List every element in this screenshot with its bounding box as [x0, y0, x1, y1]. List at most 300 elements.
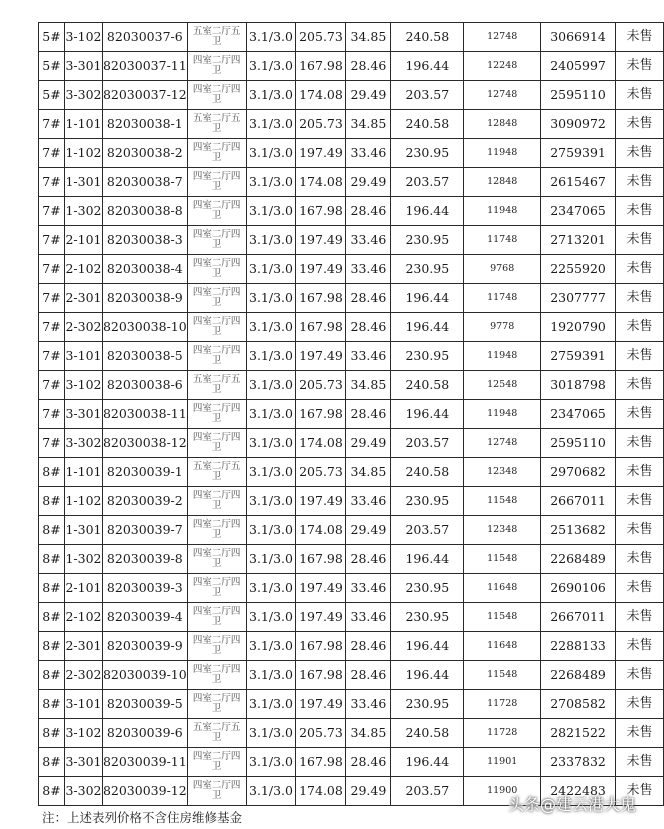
height-cell: 3.1/3.0 [246, 110, 296, 139]
status-cell: 未售 [616, 690, 664, 719]
total-area-cell: 203.57 [391, 81, 464, 110]
unit-cell: 1-302 [64, 197, 102, 226]
status-cell: 未售 [616, 777, 664, 806]
status-cell: 未售 [616, 429, 664, 458]
total-area-cell: 240.58 [391, 110, 464, 139]
unit-price-cell: 11901 [464, 748, 541, 777]
unit-price-cell: 11728 [464, 690, 541, 719]
unit-price-cell: 12848 [464, 110, 541, 139]
unit-cell: 2-102 [64, 603, 102, 632]
total-area-cell: 230.95 [391, 690, 464, 719]
unit-price-cell: 11948 [464, 400, 541, 429]
height-cell: 3.1/3.0 [246, 371, 296, 400]
status-cell: 未售 [616, 81, 664, 110]
building-cell: 8# [39, 574, 65, 603]
layout-cell: 四室二厅四卫 [187, 52, 246, 81]
height-cell: 3.1/3.0 [246, 342, 296, 371]
layout-cell: 四室二厅四卫 [187, 255, 246, 284]
status-cell: 未售 [616, 371, 664, 400]
area-cell: 205.73 [296, 371, 346, 400]
status-cell: 未售 [616, 487, 664, 516]
unit-price-cell: 12848 [464, 168, 541, 197]
area-cell: 197.49 [296, 690, 346, 719]
status-cell: 未售 [616, 574, 664, 603]
unit-price-cell: 12348 [464, 516, 541, 545]
layout-cell: 五室二厅五卫 [187, 110, 246, 139]
total-price-cell: 2337832 [541, 748, 616, 777]
building-cell: 7# [39, 429, 65, 458]
unit-cell: 3-302 [64, 429, 102, 458]
status-cell: 未售 [616, 458, 664, 487]
total-price-cell: 2288133 [541, 632, 616, 661]
shared-area-cell: 33.46 [346, 574, 391, 603]
contract-cell: 82030039-7 [102, 516, 187, 545]
unit-price-cell: 11648 [464, 574, 541, 603]
shared-area-cell: 34.85 [346, 458, 391, 487]
total-area-cell: 230.95 [391, 226, 464, 255]
building-cell: 8# [39, 516, 65, 545]
building-cell: 7# [39, 284, 65, 313]
area-cell: 205.73 [296, 23, 346, 52]
total-area-cell: 230.95 [391, 603, 464, 632]
area-cell: 197.49 [296, 139, 346, 168]
unit-cell: 2-101 [64, 226, 102, 255]
total-price-cell: 2422483 [541, 777, 616, 806]
height-cell: 3.1/3.0 [246, 487, 296, 516]
layout-cell: 四室二厅四卫 [187, 313, 246, 342]
status-cell: 未售 [616, 342, 664, 371]
status-cell: 未售 [616, 139, 664, 168]
height-cell: 3.1/3.0 [246, 748, 296, 777]
total-area-cell: 203.57 [391, 516, 464, 545]
watermark [508, 792, 636, 815]
total-area-cell: 230.95 [391, 255, 464, 284]
building-cell: 8# [39, 748, 65, 777]
table-row [39, 603, 664, 632]
table-row [39, 574, 664, 603]
table-body [39, 23, 664, 806]
unit-cell: 2-301 [64, 632, 102, 661]
shared-area-cell: 28.46 [346, 632, 391, 661]
shared-area-cell: 28.46 [346, 284, 391, 313]
shared-area-cell: 28.46 [346, 400, 391, 429]
table-row [39, 400, 664, 429]
table-row [39, 748, 664, 777]
building-cell: 7# [39, 342, 65, 371]
unit-price-cell: 11548 [464, 603, 541, 632]
layout-cell: 四室二厅四卫 [187, 429, 246, 458]
watermark-text: 头条@建云港大鬼 [508, 795, 637, 814]
total-price-cell: 2667011 [541, 603, 616, 632]
total-area-cell: 196.44 [391, 661, 464, 690]
total-price-cell: 2347065 [541, 400, 616, 429]
layout-cell: 四室二厅四卫 [187, 603, 246, 632]
contract-cell: 82030037-11 [102, 52, 187, 81]
status-cell: 未售 [616, 313, 664, 342]
area-cell: 205.73 [296, 719, 346, 748]
area-cell: 167.98 [296, 748, 346, 777]
height-cell: 3.1/3.0 [246, 690, 296, 719]
unit-cell: 3-302 [64, 777, 102, 806]
unit-cell: 2-102 [64, 255, 102, 284]
building-cell: 7# [39, 313, 65, 342]
height-cell: 3.1/3.0 [246, 168, 296, 197]
table-row [39, 52, 664, 81]
layout-cell: 四室二厅四卫 [187, 777, 246, 806]
total-area-cell: 203.57 [391, 168, 464, 197]
table-row [39, 661, 664, 690]
status-cell: 未售 [616, 545, 664, 574]
layout-cell: 五室二厅五卫 [187, 719, 246, 748]
contract-cell: 82030039-8 [102, 545, 187, 574]
contract-cell: 82030038-11 [102, 400, 187, 429]
total-price-cell: 2667011 [541, 487, 616, 516]
total-area-cell: 196.44 [391, 400, 464, 429]
contract-cell: 82030038-4 [102, 255, 187, 284]
layout-cell: 四室二厅四卫 [187, 748, 246, 777]
unit-price-cell: 11548 [464, 661, 541, 690]
area-cell: 174.08 [296, 81, 346, 110]
unit-cell: 1-102 [64, 139, 102, 168]
layout-cell: 四室二厅四卫 [187, 168, 246, 197]
table-row [39, 110, 664, 139]
total-price-cell: 2708582 [541, 690, 616, 719]
area-cell: 197.49 [296, 226, 346, 255]
contract-cell: 82030039-1 [102, 458, 187, 487]
layout-cell: 四室二厅四卫 [187, 197, 246, 226]
unit-cell: 3-102 [64, 23, 102, 52]
height-cell: 3.1/3.0 [246, 777, 296, 806]
total-area-cell: 203.57 [391, 429, 464, 458]
layout-cell: 四室二厅四卫 [187, 342, 246, 371]
unit-price-cell: 11748 [464, 284, 541, 313]
building-cell: 8# [39, 777, 65, 806]
building-cell: 8# [39, 603, 65, 632]
unit-cell: 1-101 [64, 458, 102, 487]
unit-cell: 1-302 [64, 545, 102, 574]
total-area-cell: 240.58 [391, 458, 464, 487]
height-cell: 3.1/3.0 [246, 516, 296, 545]
table-row [39, 545, 664, 574]
shared-area-cell: 33.46 [346, 603, 391, 632]
contract-cell: 82030039-4 [102, 603, 187, 632]
building-cell: 8# [39, 661, 65, 690]
shared-area-cell: 28.46 [346, 545, 391, 574]
total-price-cell: 3066914 [541, 23, 616, 52]
unit-cell: 2-301 [64, 284, 102, 313]
total-price-cell: 3090972 [541, 110, 616, 139]
area-cell: 197.49 [296, 574, 346, 603]
height-cell: 3.1/3.0 [246, 313, 296, 342]
unit-price-cell: 11648 [464, 632, 541, 661]
unit-cell: 3-301 [64, 748, 102, 777]
unit-cell: 3-302 [64, 81, 102, 110]
shared-area-cell: 29.49 [346, 516, 391, 545]
shared-area-cell: 28.46 [346, 661, 391, 690]
table-row [39, 429, 664, 458]
table-row [39, 458, 664, 487]
layout-cell: 四室二厅四卫 [187, 516, 246, 545]
total-area-cell: 230.95 [391, 139, 464, 168]
building-cell: 8# [39, 632, 65, 661]
height-cell: 3.1/3.0 [246, 458, 296, 487]
table-row [39, 23, 664, 52]
shared-area-cell: 28.46 [346, 52, 391, 81]
status-cell: 未售 [616, 284, 664, 313]
building-cell: 7# [39, 139, 65, 168]
layout-cell: 四室二厅四卫 [187, 574, 246, 603]
table-row [39, 81, 664, 110]
height-cell: 3.1/3.0 [246, 429, 296, 458]
unit-price-cell: 12748 [464, 429, 541, 458]
total-area-cell: 230.95 [391, 574, 464, 603]
building-cell: 8# [39, 458, 65, 487]
layout-cell: 四室二厅四卫 [187, 690, 246, 719]
total-price-cell: 2255920 [541, 255, 616, 284]
shared-area-cell: 34.85 [346, 110, 391, 139]
unit-price-cell: 9778 [464, 313, 541, 342]
building-cell: 7# [39, 110, 65, 139]
contract-cell: 82030039-11 [102, 748, 187, 777]
layout-cell: 四室二厅四卫 [187, 400, 246, 429]
building-cell: 7# [39, 371, 65, 400]
building-cell: 5# [39, 23, 65, 52]
building-cell: 8# [39, 545, 65, 574]
area-cell: 197.49 [296, 255, 346, 284]
unit-price-cell: 12748 [464, 23, 541, 52]
total-price-cell: 1920790 [541, 313, 616, 342]
contract-cell: 82030039-2 [102, 487, 187, 516]
contract-cell: 82030039-12 [102, 777, 187, 806]
table-row [39, 226, 664, 255]
contract-cell: 82030037-6 [102, 23, 187, 52]
table-row [39, 197, 664, 226]
total-area-cell: 240.58 [391, 719, 464, 748]
table-row [39, 487, 664, 516]
area-cell: 167.98 [296, 661, 346, 690]
unit-cell: 3-101 [64, 342, 102, 371]
building-cell: 7# [39, 197, 65, 226]
area-cell: 167.98 [296, 400, 346, 429]
total-price-cell: 2268489 [541, 661, 616, 690]
contract-cell: 82030039-5 [102, 690, 187, 719]
unit-price-cell: 11948 [464, 197, 541, 226]
area-cell: 205.73 [296, 458, 346, 487]
status-cell: 未售 [616, 197, 664, 226]
unit-cell: 1-301 [64, 168, 102, 197]
total-price-cell: 2513682 [541, 516, 616, 545]
area-cell: 174.08 [296, 516, 346, 545]
area-cell: 205.73 [296, 110, 346, 139]
layout-cell: 四室二厅四卫 [187, 226, 246, 255]
layout-cell: 五室二厅五卫 [187, 23, 246, 52]
layout-cell: 四室二厅四卫 [187, 139, 246, 168]
table-row [39, 371, 664, 400]
layout-cell: 四室二厅四卫 [187, 632, 246, 661]
height-cell: 3.1/3.0 [246, 139, 296, 168]
area-cell: 167.98 [296, 545, 346, 574]
total-price-cell: 2268489 [541, 545, 616, 574]
area-cell: 174.08 [296, 429, 346, 458]
contract-cell: 82030038-9 [102, 284, 187, 313]
status-cell: 未售 [616, 168, 664, 197]
contract-cell: 82030038-12 [102, 429, 187, 458]
total-area-cell: 196.44 [391, 313, 464, 342]
total-price-cell: 2405997 [541, 52, 616, 81]
shared-area-cell: 28.46 [346, 748, 391, 777]
total-price-cell: 2713201 [541, 226, 616, 255]
contract-cell: 82030038-7 [102, 168, 187, 197]
shared-area-cell: 33.46 [346, 342, 391, 371]
total-area-cell: 230.95 [391, 342, 464, 371]
unit-price-cell: 12748 [464, 81, 541, 110]
height-cell: 3.1/3.0 [246, 52, 296, 81]
area-cell: 174.08 [296, 168, 346, 197]
unit-cell: 2-101 [64, 574, 102, 603]
area-cell: 174.08 [296, 777, 346, 806]
contract-cell: 82030038-2 [102, 139, 187, 168]
status-cell: 未售 [616, 748, 664, 777]
area-cell: 167.98 [296, 197, 346, 226]
total-area-cell: 230.95 [391, 487, 464, 516]
total-price-cell: 2970682 [541, 458, 616, 487]
status-cell: 未售 [616, 23, 664, 52]
area-cell: 167.98 [296, 52, 346, 81]
shared-area-cell: 29.49 [346, 168, 391, 197]
layout-cell: 四室二厅四卫 [187, 81, 246, 110]
unit-price-cell: 11948 [464, 342, 541, 371]
unit-cell: 1-301 [64, 516, 102, 545]
shared-area-cell: 33.46 [346, 139, 391, 168]
shared-area-cell: 33.46 [346, 690, 391, 719]
area-cell: 197.49 [296, 487, 346, 516]
height-cell: 3.1/3.0 [246, 400, 296, 429]
layout-cell: 五室二厅五卫 [187, 371, 246, 400]
total-price-cell: 2821522 [541, 719, 616, 748]
contract-cell: 82030038-6 [102, 371, 187, 400]
unit-price-cell: 11728 [464, 719, 541, 748]
total-area-cell: 196.44 [391, 632, 464, 661]
table-row [39, 139, 664, 168]
height-cell: 3.1/3.0 [246, 661, 296, 690]
unit-price-cell: 12548 [464, 371, 541, 400]
height-cell: 3.1/3.0 [246, 574, 296, 603]
status-cell: 未售 [616, 400, 664, 429]
building-cell: 5# [39, 81, 65, 110]
unit-cell: 1-102 [64, 487, 102, 516]
height-cell: 3.1/3.0 [246, 255, 296, 284]
contract-cell: 82030038-1 [102, 110, 187, 139]
total-price-cell: 2595110 [541, 429, 616, 458]
total-area-cell: 240.58 [391, 23, 464, 52]
unit-cell: 3-102 [64, 719, 102, 748]
total-price-cell: 3018798 [541, 371, 616, 400]
total-area-cell: 203.57 [391, 777, 464, 806]
shared-area-cell: 29.49 [346, 777, 391, 806]
height-cell: 3.1/3.0 [246, 197, 296, 226]
total-area-cell: 196.44 [391, 197, 464, 226]
status-cell: 未售 [616, 255, 664, 284]
contract-cell: 82030038-3 [102, 226, 187, 255]
contract-cell: 82030037-12 [102, 81, 187, 110]
status-cell: 未售 [616, 719, 664, 748]
total-price-cell: 2690106 [541, 574, 616, 603]
layout-cell: 四室二厅四卫 [187, 284, 246, 313]
unit-price-cell: 11900 [464, 777, 541, 806]
contract-cell: 82030039-9 [102, 632, 187, 661]
status-cell: 未售 [616, 110, 664, 139]
building-cell: 7# [39, 226, 65, 255]
building-cell: 5# [39, 52, 65, 81]
unit-price-cell: 11548 [464, 487, 541, 516]
layout-cell: 四室二厅四卫 [187, 545, 246, 574]
height-cell: 3.1/3.0 [246, 284, 296, 313]
unit-cell: 2-302 [64, 313, 102, 342]
building-cell: 8# [39, 690, 65, 719]
shared-area-cell: 33.46 [346, 226, 391, 255]
unit-price-cell: 11748 [464, 226, 541, 255]
shared-area-cell: 34.85 [346, 371, 391, 400]
area-cell: 197.49 [296, 603, 346, 632]
table-row [39, 632, 664, 661]
area-cell: 167.98 [296, 284, 346, 313]
shared-area-cell: 29.49 [346, 81, 391, 110]
total-area-cell: 196.44 [391, 284, 464, 313]
shared-area-cell: 28.46 [346, 197, 391, 226]
height-cell: 3.1/3.0 [246, 603, 296, 632]
unit-cell: 3-301 [64, 400, 102, 429]
total-area-cell: 240.58 [391, 371, 464, 400]
area-cell: 167.98 [296, 632, 346, 661]
building-cell: 7# [39, 168, 65, 197]
shared-area-cell: 33.46 [346, 487, 391, 516]
area-cell: 197.49 [296, 342, 346, 371]
layout-cell: 五室二厅五卫 [187, 458, 246, 487]
total-price-cell: 2759391 [541, 342, 616, 371]
shared-area-cell: 34.85 [346, 23, 391, 52]
status-cell: 未售 [616, 52, 664, 81]
height-cell: 3.1/3.0 [246, 23, 296, 52]
table-row [39, 719, 664, 748]
total-price-cell: 2347065 [541, 197, 616, 226]
height-cell: 3.1/3.0 [246, 226, 296, 255]
unit-cell: 2-302 [64, 661, 102, 690]
total-price-cell: 2595110 [541, 81, 616, 110]
table-row [39, 313, 664, 342]
shared-area-cell: 29.49 [346, 429, 391, 458]
layout-cell: 四室二厅四卫 [187, 487, 246, 516]
total-price-cell: 2307777 [541, 284, 616, 313]
total-area-cell: 196.44 [391, 748, 464, 777]
contract-cell: 82030039-6 [102, 719, 187, 748]
table-row [39, 690, 664, 719]
unit-cell: 3-101 [64, 690, 102, 719]
table-row [39, 168, 664, 197]
total-area-cell: 196.44 [391, 545, 464, 574]
unit-price-cell: 9768 [464, 255, 541, 284]
table-row [39, 255, 664, 284]
contract-cell: 82030038-5 [102, 342, 187, 371]
total-price-cell: 2615467 [541, 168, 616, 197]
shared-area-cell: 34.85 [346, 719, 391, 748]
total-price-cell: 2759391 [541, 139, 616, 168]
unit-cell: 3-102 [64, 371, 102, 400]
height-cell: 3.1/3.0 [246, 81, 296, 110]
building-cell: 7# [39, 255, 65, 284]
table-row [39, 284, 664, 313]
price-table [38, 22, 664, 806]
building-cell: 8# [39, 487, 65, 516]
